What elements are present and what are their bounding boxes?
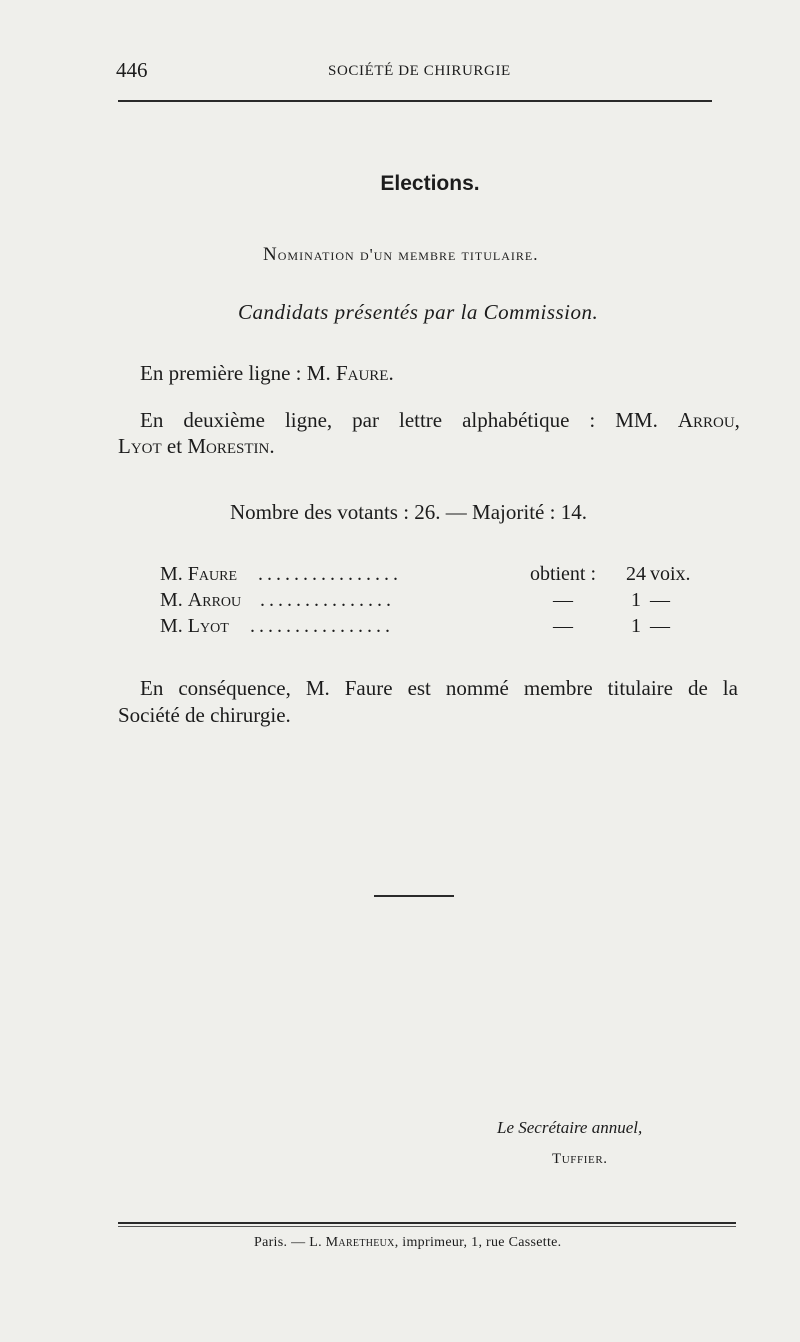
conjunction: et [161, 434, 188, 458]
first-line-name: Faure [335, 361, 389, 385]
conclusion-paragraph [140, 676, 738, 701]
conclusion-word: de [687, 676, 708, 700]
second-line-word: par [352, 408, 379, 432]
candidates-line: Candidats présentés par la Commission. [238, 300, 599, 324]
vote-row [160, 589, 720, 615]
vote-summary: Nombre des votants : 26. — Majorité : 14. [230, 500, 587, 524]
vote-row [160, 615, 720, 641]
subheading-initial: N [263, 244, 278, 265]
section-divider [374, 895, 454, 897]
conclusion-last-line: Société de chirurgie. [118, 703, 291, 727]
signature-name: Tuffier. [552, 1151, 608, 1167]
vote-verb: obtient : [529, 563, 597, 585]
vote-leader-dots: ................ [250, 615, 394, 637]
second-line-word: Arrou, [677, 408, 740, 432]
second-line-continuation [118, 434, 275, 459]
vote-leader-dots: ................ [258, 563, 402, 585]
continuation-suffix: . [269, 434, 275, 458]
first-line-paragraph [140, 361, 394, 386]
vote-count: 24 [626, 563, 646, 585]
vote-candidate [160, 615, 229, 638]
vote-prefix: M. [160, 563, 188, 585]
vote-candidate [160, 563, 237, 586]
vote-name: Arrou [187, 589, 242, 611]
vote-leader-dots: ............... [260, 589, 395, 611]
conclusion-word: En [140, 676, 164, 700]
conclusion-word: nommé [445, 676, 509, 700]
vote-prefix: M. [160, 589, 188, 611]
imprint-dash: — L. [287, 1235, 326, 1250]
imprint-rest: , imprimeur, 1, rue Cassette. [394, 1235, 562, 1250]
vote-candidate [160, 589, 241, 612]
printer-imprint [254, 1235, 561, 1251]
vote-unit: — [650, 615, 670, 637]
page-number: 446 [116, 58, 148, 82]
vote-verb: — [553, 615, 573, 637]
vote-count: 1 [631, 615, 641, 637]
first-line-prefix: En première ligne : M. [140, 361, 336, 385]
second-line-word: En [140, 408, 164, 432]
conclusion-word: membre [523, 676, 593, 700]
second-line-word: deuxième [183, 408, 265, 432]
candidate-name-lyot: Lyot [118, 434, 162, 458]
footer-rule-thin [118, 1226, 736, 1227]
subheading-rest: omination d'un membre titulaire. [277, 245, 539, 264]
imprint-city: Paris. [254, 1235, 288, 1250]
running-head: SOCIÉTÉ DE CHIRURGIE [328, 63, 511, 79]
imprint-printer: Maretheux [325, 1235, 395, 1250]
first-line-suffix: . [388, 361, 394, 385]
header-rule [118, 100, 712, 102]
second-line-paragraph [140, 408, 740, 433]
vote-unit: — [650, 589, 670, 611]
conclusion-word: titulaire [607, 676, 673, 700]
second-line-word: : [589, 408, 596, 432]
vote-prefix: M. [160, 615, 188, 637]
second-line-word: alphabétique [462, 408, 570, 432]
section-title: Elections. [380, 172, 480, 195]
vote-verb: — [553, 589, 573, 611]
second-line-word: MM. [615, 408, 658, 432]
conclusion-word: conséquence, [178, 676, 291, 700]
vote-row [160, 563, 720, 589]
second-line-word: ligne, [284, 408, 333, 432]
vote-table [160, 563, 720, 641]
vote-count: 1 [631, 589, 641, 611]
vote-name: Faure [187, 563, 238, 585]
conclusion-word: la [722, 676, 738, 700]
candidate-name-morestin: Morestin [187, 434, 270, 458]
vote-unit: voix. [650, 563, 691, 585]
conclusion-word: Faure [344, 676, 393, 700]
footer-rule [118, 1222, 736, 1224]
conclusion-word: est [407, 676, 431, 700]
subheading [263, 244, 538, 266]
conclusion-word: M. [305, 676, 330, 700]
vote-name: Lyot [187, 615, 229, 637]
second-line-word: lettre [398, 408, 443, 432]
signature-role: Le Secrétaire annuel, [497, 1118, 643, 1137]
